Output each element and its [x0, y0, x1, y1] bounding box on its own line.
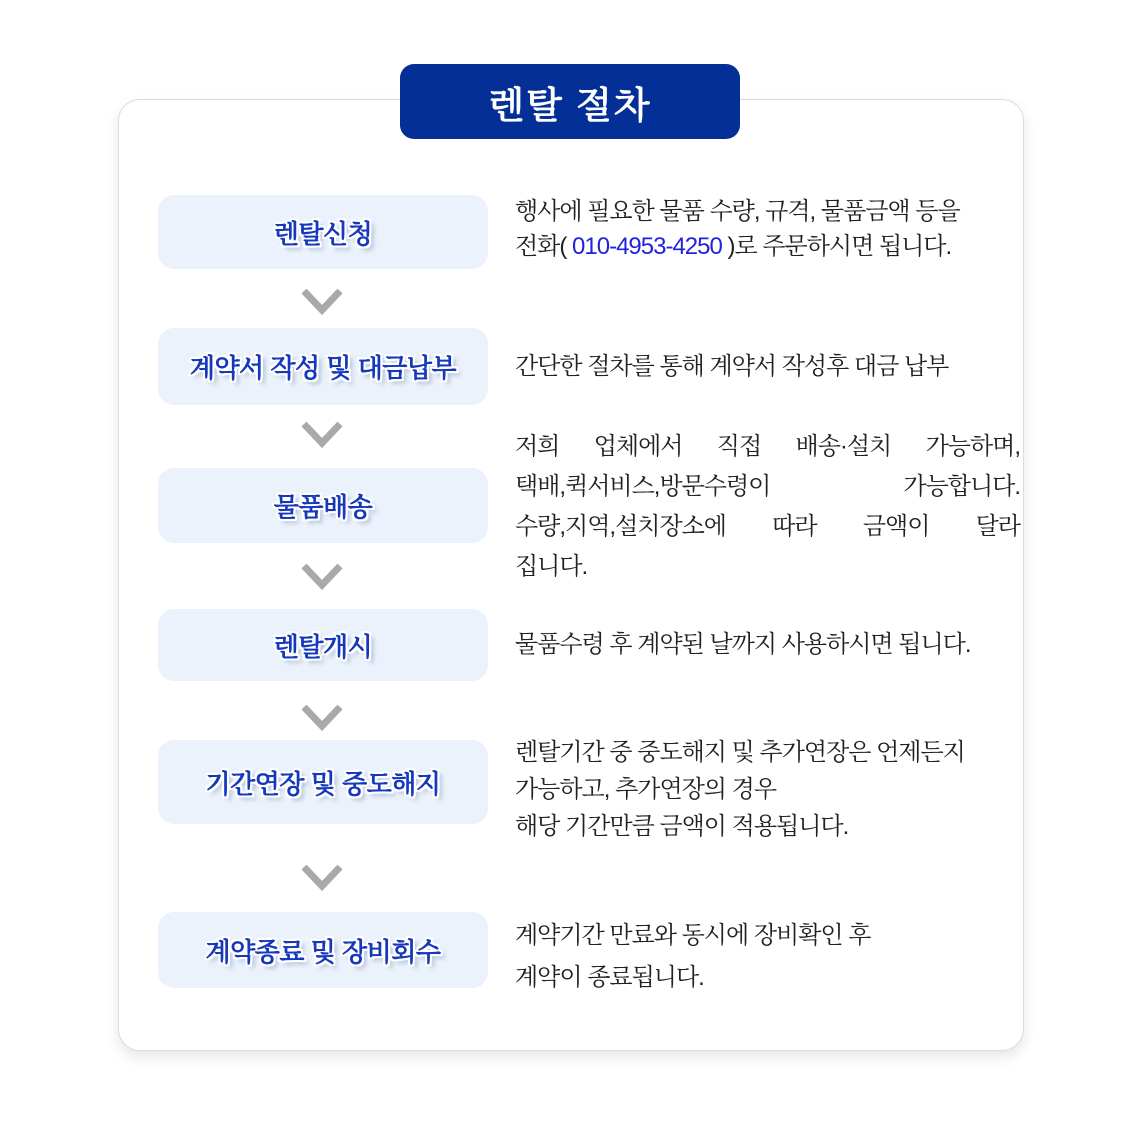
chevron-down-icon	[300, 287, 344, 315]
step-label: 기간연장 및 중도해지	[205, 768, 441, 799]
phone-number[interactable]: 010-4953-4250	[572, 233, 722, 260]
step-description-rental-apply	[515, 194, 1020, 264]
step-box-rental-start	[158, 609, 488, 681]
desc-line-with-phone	[515, 229, 1020, 264]
desc-line: 집니다.	[515, 553, 588, 580]
step-description-extension-termination	[515, 734, 1020, 845]
step-box-delivery	[158, 468, 488, 543]
page-title: 렌탈 절차	[488, 84, 652, 126]
page-title-banner	[400, 64, 740, 139]
phone-prefix: 전화(	[515, 233, 573, 260]
desc-line: 수량,지역,설치장소에 따라 금액이 달라	[515, 513, 1020, 540]
desc-line: 렌탈기간 중 중도해지 및 추가연장은 언제든지	[515, 739, 965, 766]
step-description-contract-payment	[515, 352, 1020, 382]
step-box-contract-end	[158, 912, 488, 988]
step-box-rental-apply	[158, 195, 488, 269]
desc-line: 간단한 절차를 통해 계약서 작성후 대금 납부	[515, 353, 949, 380]
chevron-down-icon	[300, 562, 344, 590]
desc-line: 택배,퀵서비스,방문수령이 가능합니다.	[515, 473, 1020, 500]
step-description-rental-start	[515, 630, 1020, 660]
step-label: 물품배송	[273, 492, 373, 522]
chevron-down-icon	[300, 863, 344, 891]
desc-line: 해당 기간만큼 금액이 적용됩니다.	[515, 813, 849, 840]
step-box-extension-termination	[158, 740, 488, 824]
desc-line: 계약기간 만료와 동시에 장비확인 후	[515, 922, 871, 949]
step-description-contract-end	[515, 915, 1020, 999]
phone-suffix: )로 주문하시면 됩니다.	[721, 233, 952, 260]
desc-line: 가능하고, 추가연장의 경우	[515, 776, 777, 803]
step-label: 계약종료 및 장비회수	[205, 936, 441, 967]
chevron-down-icon	[300, 703, 344, 731]
step-label: 렌탈신청	[273, 218, 373, 249]
chevron-down-icon	[300, 420, 344, 448]
desc-line: 행사에 필요한 물품 수량, 규격, 물품금액 등을	[515, 198, 960, 225]
desc-line: 물품수령 후 계약된 날까지 사용하시면 됩니다.	[515, 631, 971, 658]
step-label: 렌탈개시	[273, 631, 373, 662]
desc-line: 저희 업체에서 직접 배송·설치 가능하며,	[515, 433, 1020, 460]
desc-line: 계약이 종료됩니다.	[515, 964, 704, 991]
step-box-contract-payment	[158, 328, 488, 405]
step-description-delivery	[515, 427, 1020, 587]
step-label: 계약서 작성 및 대금납부	[189, 353, 457, 383]
